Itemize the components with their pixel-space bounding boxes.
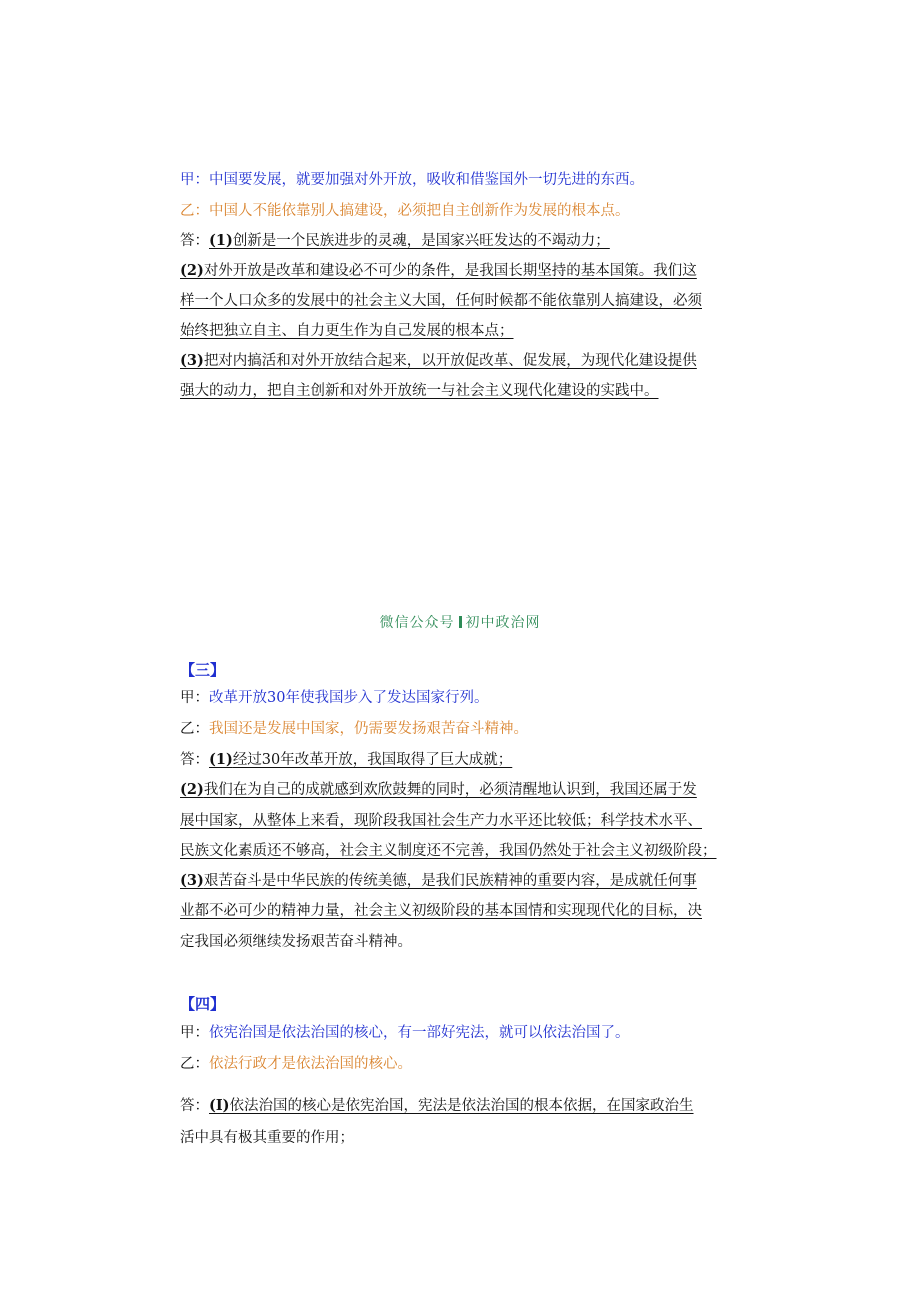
point-text: 对外开放是改革和建设必不可少的条件，是我国长期坚持的基本国策。我们这 (203, 263, 697, 279)
answer-point-2-line-3: 始终把独立自主、自力更生作为自己发展的根本点； (180, 323, 514, 339)
point-number: (1) (209, 232, 233, 249)
point-number: (3) (180, 352, 204, 369)
answer-point-2-line-2: 样一个人口众多的发展中的社会主义大国，任何时候都不能依靠别人搞建设，必须 (180, 293, 702, 309)
answer-line (180, 231, 610, 251)
answer-point-2-line-2: 展中国家，从整体上来看，现阶段我国社会生产力水平还比较低；科学技术水平、 (180, 813, 702, 829)
answer-point-3-line-2: 业都不必可少的精神力量，社会主义初级阶段的基本国情和实现现代化的目标，决 (180, 903, 702, 919)
statement-yi (180, 719, 528, 739)
speaker-label: 乙： (180, 1056, 209, 1072)
answer-prefix: 答： (180, 233, 209, 249)
statement-text: 改革开放30年使我国步入了发达国家行列。 (209, 690, 489, 706)
section-heading-4: 【四】 (180, 995, 226, 1013)
point-number: (3) (180, 872, 204, 889)
statement-jia (180, 688, 488, 708)
point-text: 我们在为自己的成就感到欢欣鼓舞的同时，必须清醒地认识到，我国还属于发 (203, 782, 697, 798)
separator-bar (459, 616, 462, 628)
answer-point-3 (180, 351, 697, 371)
answer-point-2 (180, 780, 697, 800)
answer-prefix: 答： (180, 752, 209, 768)
point-number: (I) (209, 1097, 230, 1114)
speaker-label: 甲： (180, 1025, 209, 1041)
answer-point-1 (209, 752, 512, 768)
watermark-right: 初中政治网 (465, 615, 541, 631)
answer-point-1-line-2: 活中具有极其重要的作用； (180, 1130, 354, 1146)
speaker-label: 甲： (180, 690, 209, 706)
point-number: (1) (209, 751, 233, 768)
answer-point-1 (209, 233, 610, 249)
point-number: (2) (180, 781, 204, 798)
answer-point-3-line-3: 定我国必须继续发扬艰苦奋斗精神。 (180, 934, 412, 950)
statement-text: 依宪治国是依法治国的核心，有一部好宪法，就可以依法治国了。 (209, 1025, 630, 1041)
watermark-left: 微信公众号 (379, 615, 455, 631)
answer-point-2 (180, 261, 697, 281)
answer-point-3-line-2: 强大的动力，把自主创新和对外开放统一与社会主义现代化建设的实践中。 (180, 383, 659, 399)
point-text: 经过30年改革开放，我国取得了巨大成就； (232, 752, 513, 768)
answer-line (180, 1096, 694, 1116)
point-text: 创新是一个民族进步的灵魂，是国家兴旺发达的不竭动力； (232, 233, 610, 249)
statement-yi (180, 1054, 412, 1074)
point-text: 艰苦奋斗是中华民族的传统美德，是我们民族精神的重要内容，是成就任何事 (203, 873, 697, 889)
answer-point-2-line-3: 民族文化素质还不够高，社会主义制度还不完善，我国仍然处于社会主义初级阶段； (180, 843, 717, 859)
answer-line (180, 750, 512, 770)
answer-point-3 (180, 871, 697, 891)
statement-yi: 乙：中国人不能依靠别人搞建设，必须把自主创新作为发展的根本点。 (180, 203, 630, 219)
answer-point-1 (209, 1098, 694, 1114)
speaker-label: 乙： (180, 721, 209, 737)
section-heading-3: 【三】 (180, 661, 226, 679)
point-text: 把对内搞活和对外开放结合起来，以开放促改革、促发展，为现代化建设提供 (203, 353, 697, 369)
statement-jia: 甲：中国要发展，就要加强对外开放，吸收和借鉴国外一切先进的东西。 (180, 172, 644, 188)
statement-text: 我国还是发展中国家，仍需要发扬艰苦奋斗精神。 (209, 721, 528, 737)
statement-text: 依法行政才是依法治国的核心。 (209, 1056, 412, 1072)
point-number: (2) (180, 262, 204, 279)
statement-jia (180, 1023, 630, 1043)
answer-prefix: 答： (180, 1098, 209, 1114)
watermark (0, 612, 920, 632)
point-text: 依法治国的核心是依宪治国，宪法是依法治国的根本依据，在国家政治生 (229, 1098, 694, 1114)
